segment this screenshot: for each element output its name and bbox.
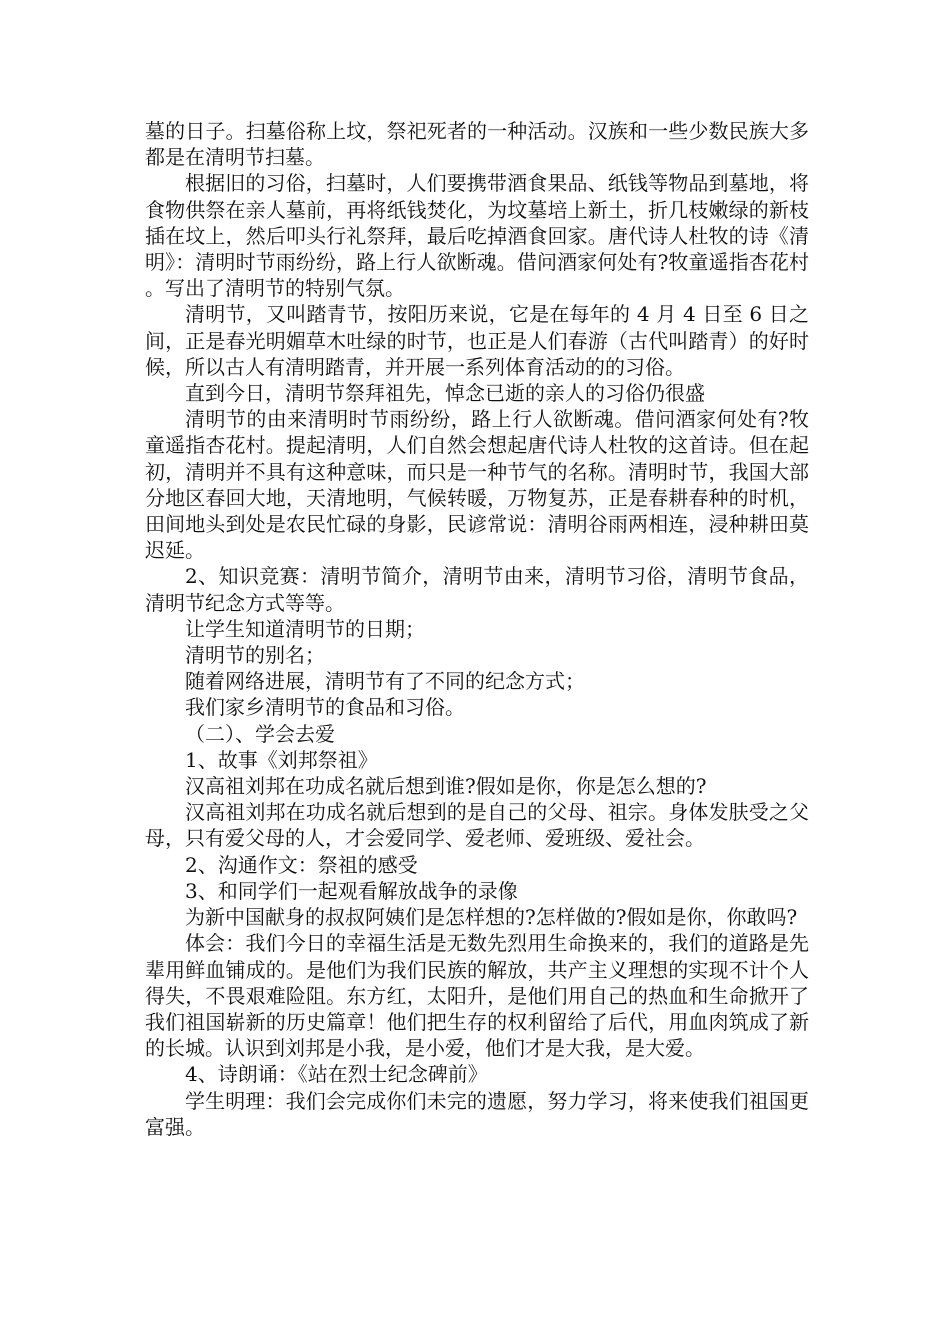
paragraph-1: 墓的日子。扫墓俗称上坟，祭祀死者的一种活动。汉族和一些少数民族大多都是在清明节扫墓。 — [145, 119, 809, 170]
paragraph-16: 3、和同学们一起观看解放战争的录像 — [185, 878, 518, 903]
paragraph-5: 清明节的由来清明时节雨纷纷，路上行人欲断魂。借问酒家何处有?牧童遥指杏花村。提起清明，人们自然会想起唐代诗人杜牧的这首诗。但在起初，清明并不具有这种意味，而只是一种节气的名称。清明时节，我国大部分地区春回大地，天清地明，气候转暖，万物复苏，正是春耕春种的时机，田间地头到处是农民忙碌的身影，民谚常说：清明谷雨两相连，浸种耕田莫迟延。 — [145, 407, 809, 563]
paragraph-2: 根据旧的习俗，扫墓时，人们要携带酒食果品、纸钱等物品到墓地，将食物供祭在亲人墓前，再将纸钱焚化，为坟墓培上新土，折几枝嫩绿的新枝插在坟上，然后叩头行礼祭拜，最后吃掉酒食回家。唐代诗人杜牧的诗《清明》：清明时节雨纷纷，路上行人欲断魂。借问酒家何处有?牧童遥指杏花村。写出了清明节的特别气氛。 — [145, 171, 809, 301]
paragraph-19: 4、诗朗诵：《站在烈士纪念碑前》 — [185, 1062, 488, 1087]
paragraph-6: 2、知识竞赛：清明节简介，清明节由来，清明节习俗，清明节食品，清明节纪念方式等等。 — [145, 564, 809, 615]
paragraph-9: 随着网络进展，清明节有了不同的纪念方式； — [185, 669, 585, 694]
paragraph-20: 学生明理：我们会完成你们未完的遗愿，努力学习，将来使我们祖国更富强。 — [145, 1088, 809, 1139]
paragraph-3: 清明节，又叫踏青节，按阳历来说，它是在每年的 4 月 4 日至 6 日之间，正是春光明媚草木吐绿的时节，也正是人们春游（古代叫踏青）的好时候，所以古人有清明踏青，并开展一系列体育活动的的习俗。 — [145, 302, 809, 379]
paragraph-15: 2、沟通作文：祭祖的感受 — [185, 852, 418, 877]
paragraph-17: 为新中国献身的叔叔阿姨们是怎样想的?怎样做的?假如是你，你敢吗? — [185, 905, 798, 930]
paragraph-18: 体会：我们今日的幸福生活是无数先烈用生命换来的，我们的道路是先辈用鲜血铺成的。是他们为我们民族的解放，共产主义理想的实现不计个人得失，不畏艰难险阻。东方红，太阳升，是他们用自己的热血和生命掀开了我们祖国崭新的历史篇章！他们把生存的权利留给了后代，用血肉筑成了新的长城。认识到刘邦是小我，是小爱，他们才是大我，是大爱。 — [145, 931, 809, 1061]
paragraph-8: 清明节的别名； — [185, 643, 325, 668]
paragraph-10: 我们家乡清明节的食品和习俗。 — [185, 695, 465, 720]
paragraph-11: （二）、学会去爱 — [185, 721, 335, 746]
paragraph-12: 1、故事《刘邦祭祖》 — [185, 747, 378, 772]
document-page — [145, 118, 809, 1140]
paragraph-13: 汉高祖刘邦在功成名就后想到谁?假如是你，你是怎么想的? — [185, 774, 707, 799]
paragraph-4: 直到今日，清明节祭拜祖先，悼念已逝的亲人的习俗仍很盛 — [185, 381, 705, 406]
paragraph-14: 汉高祖刘邦在功成名就后想到的是自己的父母、祖宗。身体发肤受之父母，只有爱父母的人，才会爱同学、爱老师、爱班级、爱社会。 — [145, 800, 809, 851]
paragraph-7: 让学生知道清明节的日期； — [185, 616, 425, 641]
